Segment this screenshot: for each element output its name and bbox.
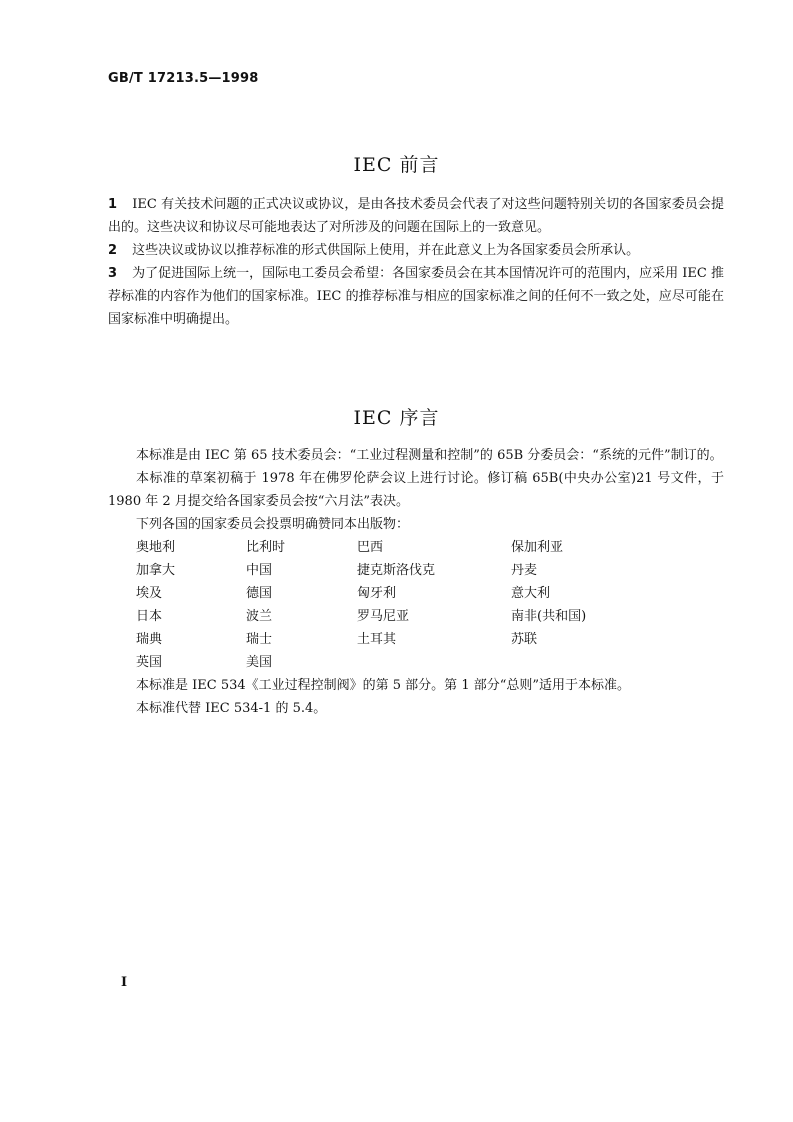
country-name: 意大利 bbox=[511, 586, 551, 601]
foreword-title: IEC 前言 bbox=[353, 154, 440, 176]
intro-paragraph-5: 本标准代替 IEC 534-1 的 5.4。 bbox=[136, 701, 327, 716]
country-name: 日本 bbox=[136, 609, 163, 624]
country-name: 匈牙利 bbox=[357, 586, 397, 601]
country-row bbox=[136, 559, 631, 582]
country-name: 德国 bbox=[246, 586, 273, 601]
country-name: 英国 bbox=[136, 655, 163, 670]
country-name: 罗马尼亚 bbox=[357, 609, 410, 624]
foreword-clause-2 bbox=[108, 239, 724, 262]
clause-number: 2 bbox=[108, 243, 118, 258]
country-name: 南非(共和国) bbox=[511, 609, 587, 624]
country-list bbox=[136, 536, 631, 674]
country-name: 捷克斯洛伐克 bbox=[357, 563, 436, 578]
introduction-title: IEC 序言 bbox=[353, 407, 440, 429]
foreword-body bbox=[108, 193, 724, 331]
country-name: 丹麦 bbox=[511, 563, 538, 578]
country-name: 波兰 bbox=[246, 609, 273, 624]
country-name: 巴西 bbox=[357, 540, 384, 555]
standard-code: GB/T 17213.5—1998 bbox=[108, 71, 259, 86]
country-name: 瑞士 bbox=[246, 632, 273, 647]
intro-paragraph-2: 本标准的草案初稿于 1978 年在佛罗伦萨会议上进行讨论。修订稿 65B(中央办公室)21 号文件，于 1980 年 2 月提交给各国家委员会按“六月法”表决。 bbox=[108, 471, 724, 509]
country-row bbox=[136, 605, 631, 628]
intro-paragraph-4: 本标准是 IEC 534《工业过程控制阀》的第 5 部分。第 1 部分“总则”适用于本标准。 bbox=[136, 678, 631, 693]
introduction-body bbox=[108, 444, 724, 720]
country-name: 埃及 bbox=[136, 586, 163, 601]
country-name: 比利时 bbox=[246, 540, 286, 555]
country-row bbox=[136, 536, 631, 559]
country-name: 美国 bbox=[246, 655, 273, 670]
clause-text: IEC 有关技术问题的正式决议或协议，是由各技术委员会代表了对这些问题特别关切的各国家委员会提出的。这些决议和协议尽可能地表达了对所涉及的问题在国际上的一致意见。 bbox=[108, 197, 724, 235]
foreword-clause-1 bbox=[108, 193, 724, 239]
clause-number: 1 bbox=[108, 197, 118, 212]
intro-paragraph-1: 本标准是由 IEC 第 65 技术委员会：“工业过程测量和控制”的 65B 分委员会：“系统的元件”制订的。 bbox=[136, 448, 723, 463]
country-name: 奥地利 bbox=[136, 540, 176, 555]
clause-text: 这些决议或协议以推荐标准的形式供国际上使用，并在此意义上为各国家委员会所承认。 bbox=[132, 243, 640, 258]
intro-paragraph-3: 下列各国的国家委员会投票明确赞同本出版物： bbox=[136, 517, 410, 532]
country-name: 土耳其 bbox=[357, 632, 397, 647]
country-name: 中国 bbox=[246, 563, 273, 578]
country-row bbox=[136, 628, 631, 651]
foreword-clause-3 bbox=[108, 262, 724, 331]
country-name: 瑞典 bbox=[136, 632, 163, 647]
clause-text: 为了促进国际上统一，国际电工委员会希望：各国家委员会在其本国情况许可的范围内，应采用 IEC 推荐标准的内容作为他们的国家标准。IEC 的推荐标准与相应的国家标准之间的任何不一致之处，应尽可能在国家标准中明确提出。 bbox=[108, 266, 724, 327]
country-row bbox=[136, 651, 631, 674]
country-row bbox=[136, 582, 631, 605]
country-name: 加拿大 bbox=[136, 563, 176, 578]
page-number: I bbox=[121, 975, 128, 990]
country-name bbox=[511, 651, 631, 674]
country-name: 保加利亚 bbox=[511, 540, 564, 555]
country-name: 苏联 bbox=[511, 632, 538, 647]
clause-number: 3 bbox=[108, 266, 118, 281]
country-name bbox=[357, 651, 511, 674]
